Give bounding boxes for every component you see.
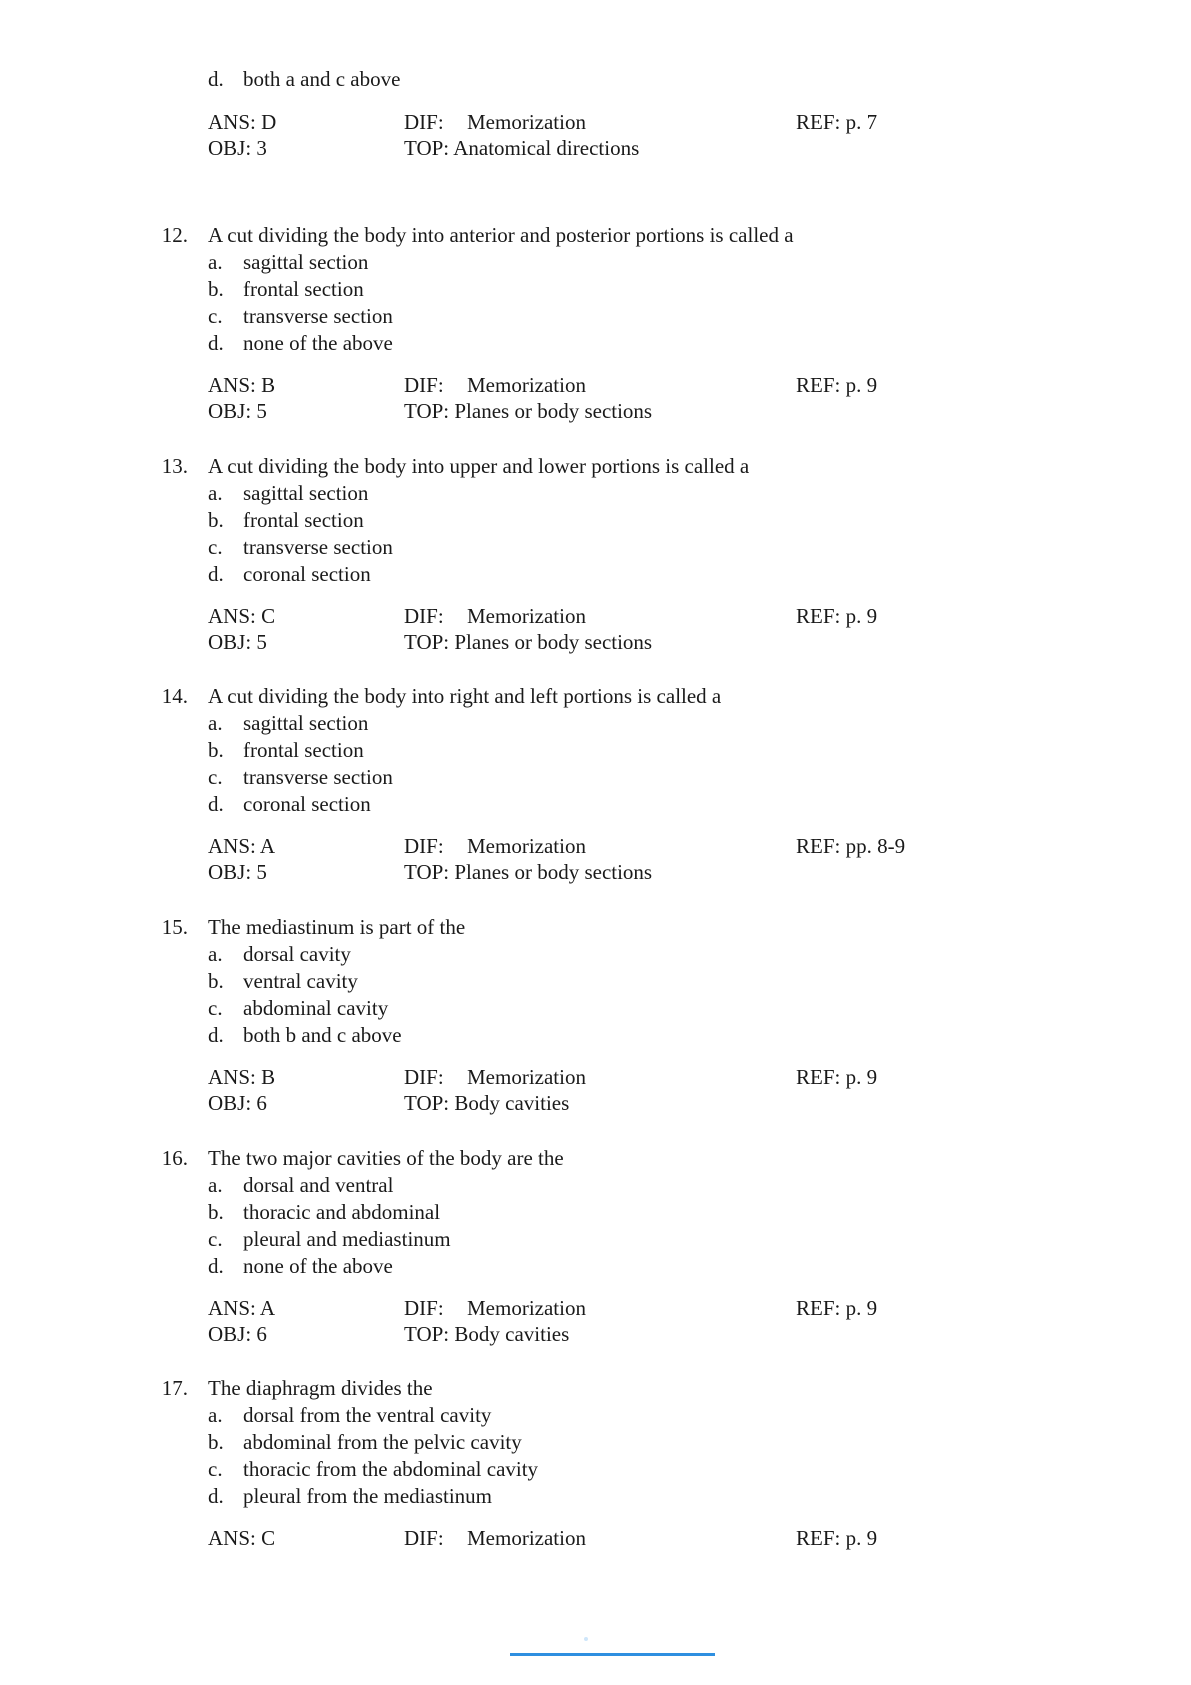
difficulty-value: Memorization — [467, 834, 586, 858]
option-letter: a. — [208, 942, 223, 966]
option-letter: c. — [208, 765, 223, 789]
reference: REF: p. 9 — [796, 604, 878, 628]
question-stem: The two major cavities of the body are the — [208, 1146, 564, 1170]
option-text: frontal section — [243, 508, 364, 532]
difficulty-value: Memorization — [467, 604, 586, 628]
difficulty-value: Memorization — [467, 1065, 586, 1089]
option-text: thoracic from the abdominal cavity — [243, 1457, 539, 1481]
option-text: none of the above — [243, 331, 393, 355]
answer-key: ANS: C — [208, 1526, 276, 1550]
difficulty-label: DIF: — [404, 834, 444, 858]
difficulty-value: Memorization — [467, 110, 586, 134]
reference: REF: pp. 8-9 — [796, 834, 906, 858]
question-stem: A cut dividing the body into anterior and posterior portions is called a — [208, 223, 794, 247]
topic: TOP: Planes or body sections — [404, 860, 653, 884]
option-letter: d. — [208, 562, 224, 586]
question-number: 15. — [161, 915, 188, 939]
option-letter: b. — [208, 969, 224, 993]
option-letter: d. — [208, 331, 224, 355]
option-letter: b. — [208, 1430, 224, 1454]
difficulty-label: DIF: — [404, 110, 444, 134]
answer-key: ANS: D — [208, 110, 277, 134]
option-letter: a. — [208, 711, 223, 735]
option-text: abdominal from the pelvic cavity — [243, 1430, 522, 1454]
answer-key: ANS: A — [208, 834, 276, 858]
question-number: 16. — [161, 1146, 188, 1170]
option-letter: c. — [208, 304, 223, 328]
difficulty-label: DIF: — [404, 1296, 444, 1320]
option-letter: d. — [208, 792, 224, 816]
option-letter: d. — [208, 1484, 224, 1508]
difficulty-label: DIF: — [404, 1065, 444, 1089]
difficulty-value: Memorization — [467, 1526, 586, 1550]
objective: OBJ: 5 — [208, 630, 267, 654]
option-letter: c. — [208, 1227, 223, 1251]
option-text: sagittal section — [243, 711, 369, 735]
option-letter: b. — [208, 508, 224, 532]
option-text: abdominal cavity — [243, 996, 389, 1020]
question-number: 13. — [161, 454, 188, 478]
option-letter: c. — [208, 1457, 223, 1481]
difficulty-label: DIF: — [404, 373, 444, 397]
reference: REF: p. 9 — [796, 1526, 878, 1550]
option-text: sagittal section — [243, 250, 369, 274]
option-text: transverse section — [243, 304, 393, 328]
option-text: frontal section — [243, 738, 364, 762]
option-text: thoracic and abdominal — [243, 1200, 441, 1224]
objective: OBJ: 5 — [208, 860, 267, 884]
option-letter: d. — [208, 1254, 224, 1278]
option-text: both b and c above — [243, 1023, 402, 1047]
option-letter: a. — [208, 250, 223, 274]
option-letter: c. — [208, 535, 223, 559]
option-text: ventral cavity — [243, 969, 358, 993]
objective: OBJ: 3 — [208, 136, 267, 160]
option-text: none of the above — [243, 1254, 393, 1278]
option-text: sagittal section — [243, 481, 369, 505]
reference: REF: p. 7 — [796, 110, 878, 134]
reference: REF: p. 9 — [796, 1296, 878, 1320]
option-letter: d. — [208, 1023, 224, 1047]
footer-dot — [584, 1637, 588, 1641]
option-text: coronal section — [243, 792, 371, 816]
objective: OBJ: 5 — [208, 399, 267, 423]
option-letter: a. — [208, 1173, 223, 1197]
topic: TOP: Anatomical directions — [404, 136, 640, 160]
option-letter: a. — [208, 481, 223, 505]
option-text: dorsal and ventral — [243, 1173, 394, 1197]
answer-key: ANS: C — [208, 604, 276, 628]
reference: REF: p. 9 — [796, 1065, 878, 1089]
option-letter: b. — [208, 277, 224, 301]
option-letter: d. — [208, 67, 224, 91]
topic: TOP: Body cavities — [404, 1091, 570, 1115]
option-letter: b. — [208, 738, 224, 762]
option-text: transverse section — [243, 535, 393, 559]
option-text: pleural and mediastinum — [243, 1227, 451, 1251]
question-number: 17. — [161, 1376, 188, 1400]
answer-key: ANS: A — [208, 1296, 276, 1320]
objective: OBJ: 6 — [208, 1322, 267, 1346]
question-stem: The mediastinum is part of the — [208, 915, 466, 939]
footer-rule — [510, 1653, 715, 1656]
difficulty-label: DIF: — [404, 604, 444, 628]
difficulty-label: DIF: — [404, 1526, 444, 1550]
option-text: pleural from the mediastinum — [243, 1484, 493, 1508]
option-letter: b. — [208, 1200, 224, 1224]
answer-key: ANS: B — [208, 373, 276, 397]
difficulty-value: Memorization — [467, 1296, 586, 1320]
option-text: coronal section — [243, 562, 371, 586]
topic: TOP: Planes or body sections — [404, 399, 653, 423]
question-stem: The diaphragm divides the — [208, 1376, 433, 1400]
question-stem: A cut dividing the body into right and left portions is called a — [208, 684, 722, 708]
difficulty-value: Memorization — [467, 373, 586, 397]
question-number: 14. — [161, 684, 188, 708]
question-number: 12. — [161, 223, 188, 247]
option-text: both a and c above — [243, 67, 401, 91]
option-text: dorsal cavity — [243, 942, 351, 966]
reference: REF: p. 9 — [796, 373, 878, 397]
objective: OBJ: 6 — [208, 1091, 267, 1115]
option-letter: c. — [208, 996, 223, 1020]
option-text: dorsal from the ventral cavity — [243, 1403, 492, 1427]
option-letter: a. — [208, 1403, 223, 1427]
option-text: transverse section — [243, 765, 393, 789]
topic: TOP: Planes or body sections — [404, 630, 653, 654]
option-text: frontal section — [243, 277, 364, 301]
topic: TOP: Body cavities — [404, 1322, 570, 1346]
question-stem: A cut dividing the body into upper and lower portions is called a — [208, 454, 750, 478]
answer-key: ANS: B — [208, 1065, 276, 1089]
